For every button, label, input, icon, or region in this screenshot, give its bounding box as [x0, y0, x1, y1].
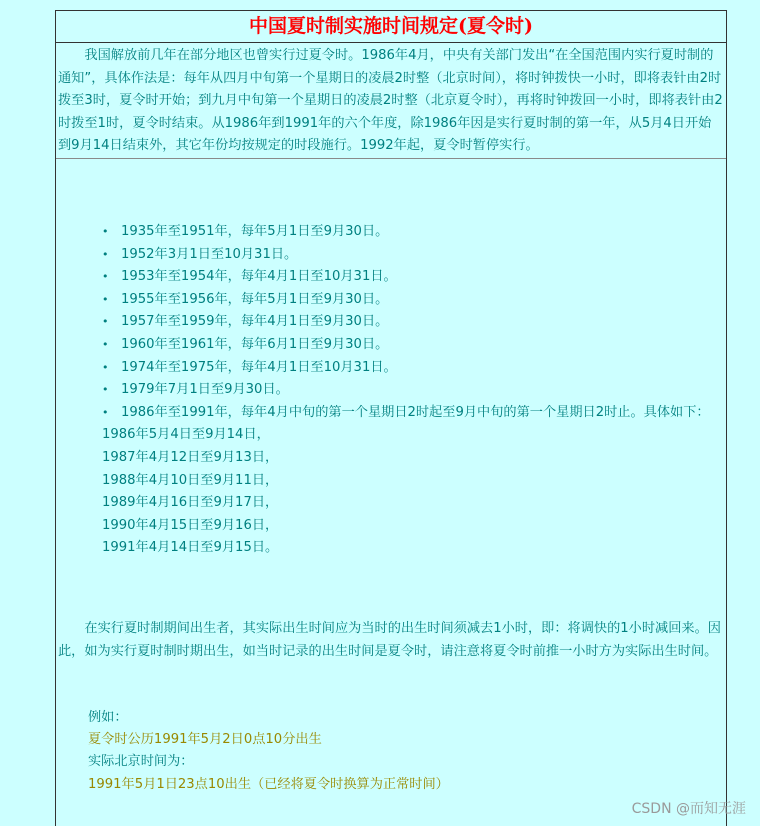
bullet-icon: • [102, 292, 109, 306]
list-item: • 1960年至1961年，每年6月1日至9月30日。 [102, 334, 728, 357]
bullet-icon: • [102, 270, 109, 284]
example-line-label: 实际北京时间为： [88, 754, 194, 770]
detail-item: 1986年5月4日至9月14日， [102, 427, 270, 443]
bullet-icon: • [102, 383, 109, 397]
bullet-icon: • [102, 360, 109, 374]
yearly-detail-list [102, 424, 728, 560]
detail-item: 1989年4月16日至9月17日， [102, 495, 279, 511]
birth-time-note: 在实行夏时制期间出生者，其实际出生时间应为当时的出生时间须减去1小时，即：将调快的1小时减回来。因此，如为实行夏时制时期出生，如当时记录的出生时间是夏令时，请注意将夏令时前推一小时方为实际出生时间。 [58, 621, 721, 659]
watermark: CSDN @而知无涯 [631, 801, 746, 817]
bullet-icon: • [102, 405, 109, 419]
detail-item: 1991年4月14日至9月15日。 [102, 540, 279, 556]
example-label: 例如： [88, 710, 128, 725]
list-item: • 1952年3月1日至10月31日。 [102, 244, 728, 267]
list-item: • 1957年至1959年，每年4月1日至9月30日。 [102, 311, 728, 334]
example-line-actual: 1991年5月1日23点10出生（已经将夏令时换算为正常时间） [88, 776, 449, 792]
intro-paragraph: 我国解放前几年在部分地区也曾实行过夏令时。1986年4月，中央有关部门发出“在全国范围内实行夏时制的通知”，具体作法是：每年从四月中旬第一个星期日的凌晨2时整（北京时间），将时钟拨快一小时，即将表针由2时拨至3时，夏令时开始；到九月中旬第一个星期日的凌晨2时整（北京夏令时），再将时钟拨回一小时，即将表针由2时拨至1时，夏令时结束。从1986年到1991年的六个年度，除1986年因是实行夏时制的第一年，从5月4日开始到9月14日结束外，其它年份均按规定的时段施行。1992年起，夏令时暂停实行。 [56, 43, 726, 159]
detail-item: 1988年4月10日至9月11日， [102, 472, 279, 488]
list-item: • 1979年7月1日至9月30日。 [102, 379, 728, 402]
bullet-icon: • [102, 247, 109, 261]
content-frame [55, 10, 727, 826]
bullet-icon: • [102, 337, 109, 351]
dst-period-list [102, 221, 728, 560]
detail-item: 1987年4月12日至9月13日， [102, 449, 279, 465]
example-block [88, 707, 449, 796]
detail-item: 1990年4月15日至9月16日， [102, 517, 279, 533]
page-title: 中国夏时制实施时间规定(夏令时) [56, 11, 726, 43]
list-item: • 1974年至1975年，每年4月1日至10月31日。 [102, 357, 728, 380]
list-item: • 1953年至1954年，每年4月1日至10月31日。 [102, 266, 728, 289]
list-item: • 1986年至1991年，每年4月中旬的第一个星期日2时起至9月中旬的第一个星期日2时止。具体如下： [102, 402, 728, 425]
list-item: • 1935年至1951年，每年5月1日至9月30日。 [102, 221, 728, 244]
bullet-icon: • [102, 225, 109, 238]
example-line-dst: 夏令时公历1991年5月2日0点10分出生 [88, 732, 322, 748]
bullet-icon: • [102, 315, 109, 329]
list-item: • 1955年至1956年，每年5月1日至9月30日。 [102, 289, 728, 312]
